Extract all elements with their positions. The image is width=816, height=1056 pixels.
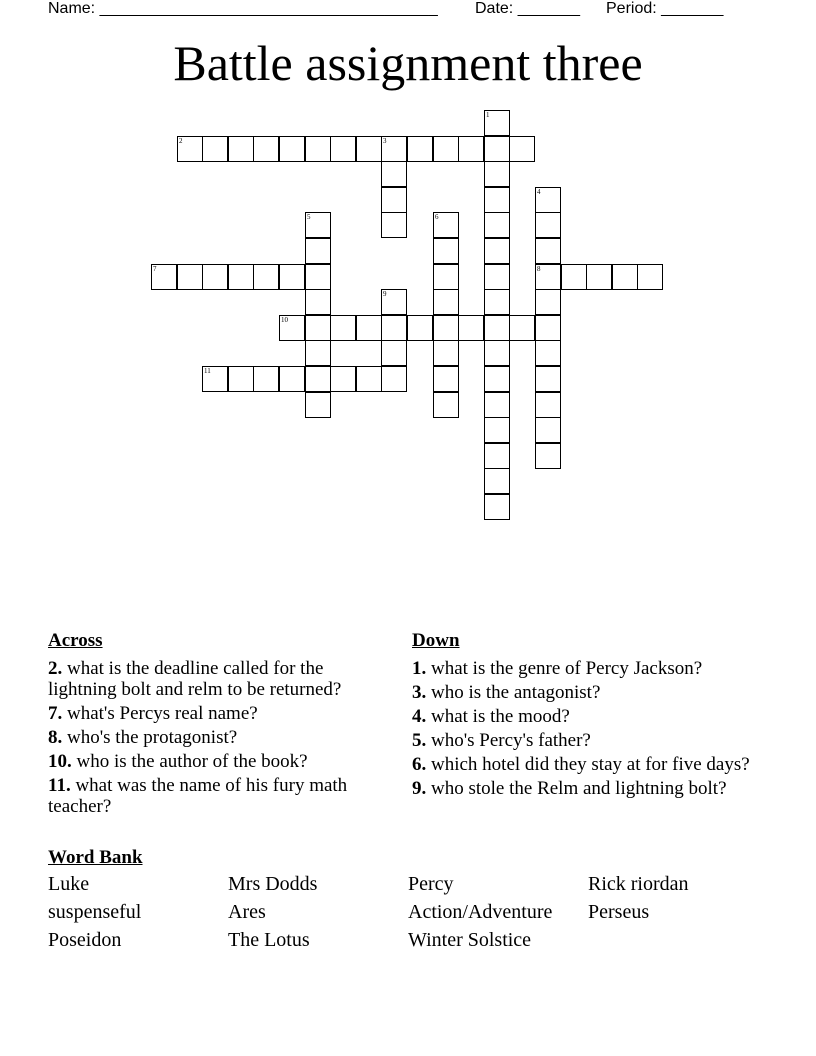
- down-clues: [412, 630, 757, 802]
- crossword-cell[interactable]: [561, 264, 587, 290]
- crossword-cell[interactable]: [484, 110, 510, 136]
- crossword-cell[interactable]: [535, 443, 561, 469]
- crossword-cell[interactable]: [433, 238, 459, 264]
- crossword-cell[interactable]: [535, 238, 561, 264]
- crossword-cell[interactable]: [305, 392, 331, 418]
- down-clue: 1. what is the genre of Percy Jackson?: [412, 658, 703, 679]
- clue-number: 7: [153, 265, 157, 273]
- down-clue: 3. who is the antagonist?: [412, 682, 601, 703]
- word-bank-item: Rick riordan: [588, 873, 689, 895]
- crossword-cell[interactable]: [484, 417, 510, 443]
- crossword-cell[interactable]: [407, 315, 433, 341]
- crossword-cell[interactable]: [381, 212, 407, 238]
- crossword-cell[interactable]: [407, 136, 433, 162]
- word-bank-item: suspenseful: [48, 901, 142, 923]
- crossword-cell[interactable]: [535, 289, 561, 315]
- word-bank-item: Mrs Dodds: [228, 873, 318, 895]
- down-heading: Down: [412, 630, 460, 651]
- clue-number: 3: [383, 137, 387, 145]
- crossword-cell[interactable]: [330, 315, 356, 341]
- crossword-cell[interactable]: [202, 264, 228, 290]
- crossword-cell[interactable]: [484, 315, 510, 341]
- crossword-cell[interactable]: [305, 136, 331, 162]
- crossword-cell[interactable]: [535, 340, 561, 366]
- crossword-cell[interactable]: [535, 417, 561, 443]
- crossword-cell[interactable]: [612, 264, 638, 290]
- across-clues: [48, 630, 393, 820]
- crossword-cell[interactable]: [177, 264, 203, 290]
- crossword-cell[interactable]: [484, 212, 510, 238]
- clue-number: 9: [383, 290, 387, 298]
- crossword-cell[interactable]: [279, 366, 305, 392]
- across-clue: 8. who's the protagonist?: [48, 727, 238, 748]
- crossword-cell[interactable]: [484, 468, 510, 494]
- crossword-cell[interactable]: [509, 315, 535, 341]
- clue-number: 1: [486, 111, 490, 119]
- crossword-cell[interactable]: [484, 340, 510, 366]
- crossword-cell[interactable]: [458, 315, 484, 341]
- clue-number: 10: [281, 316, 288, 324]
- crossword-cell[interactable]: [586, 264, 612, 290]
- crossword-cell[interactable]: [433, 212, 459, 238]
- across-clue: 11. what was the name of his fury math teacher?: [48, 775, 348, 817]
- crossword-cell[interactable]: [381, 315, 407, 341]
- word-bank-item: The Lotus: [228, 929, 310, 951]
- crossword-cell[interactable]: [151, 264, 177, 290]
- crossword-cell[interactable]: [433, 392, 459, 418]
- crossword-cell[interactable]: [484, 366, 510, 392]
- crossword-cell[interactable]: [433, 289, 459, 315]
- crossword-cell[interactable]: [484, 264, 510, 290]
- word-bank-item: Action/Adventure: [408, 901, 553, 923]
- crossword-cell[interactable]: [535, 366, 561, 392]
- crossword-cell[interactable]: [433, 315, 459, 341]
- name-field[interactable]: Name: ______________________________________: [48, 0, 438, 17]
- crossword-cell[interactable]: [305, 264, 331, 290]
- crossword-cell[interactable]: [253, 264, 279, 290]
- crossword-cell[interactable]: [433, 136, 459, 162]
- crossword-cell[interactable]: [433, 366, 459, 392]
- clue-number: 2: [179, 137, 183, 145]
- down-clue: 6. which hotel did they stay at for five days?: [412, 754, 750, 775]
- crossword-cell[interactable]: [305, 238, 331, 264]
- crossword-cell[interactable]: [330, 136, 356, 162]
- period-field[interactable]: Period: _______: [606, 0, 724, 17]
- word-bank-item: Perseus: [588, 901, 650, 923]
- crossword-cell[interactable]: [253, 366, 279, 392]
- crossword-cell[interactable]: [535, 212, 561, 238]
- crossword-cell[interactable]: [484, 392, 510, 418]
- crossword-cell[interactable]: [381, 187, 407, 213]
- page-title: Battle assignment three: [173, 35, 643, 91]
- crossword-cell[interactable]: [228, 264, 254, 290]
- clue-number: 8: [537, 265, 541, 273]
- word-bank-heading: Word Bank: [48, 847, 143, 868]
- crossword-cell[interactable]: [381, 136, 407, 162]
- crossword-cell[interactable]: [381, 340, 407, 366]
- clue-number: 4: [537, 188, 541, 196]
- down-clue: 4. what is the mood?: [412, 706, 570, 727]
- word-bank-item: Luke: [48, 873, 90, 895]
- crossword-cell[interactable]: [305, 212, 331, 238]
- crossword-cell[interactable]: [253, 136, 279, 162]
- crossword-cell[interactable]: [381, 161, 407, 187]
- across-clue: 7. what's Percys real name?: [48, 703, 258, 724]
- date-field[interactable]: Date: _______: [475, 0, 580, 17]
- crossword-cell[interactable]: [356, 315, 382, 341]
- crossword-cell[interactable]: [433, 340, 459, 366]
- crossword-cell[interactable]: [484, 494, 510, 520]
- crossword-cell[interactable]: [228, 366, 254, 392]
- crossword-cell[interactable]: [484, 187, 510, 213]
- crossword-cell[interactable]: [356, 366, 382, 392]
- crossword-cell[interactable]: [484, 238, 510, 264]
- word-bank-item: Ares: [228, 901, 266, 923]
- crossword-cell[interactable]: [279, 315, 305, 341]
- crossword-cell[interactable]: [433, 264, 459, 290]
- clue-number: 11: [204, 367, 211, 375]
- crossword-cell[interactable]: [305, 366, 331, 392]
- across-clue: 2. what is the deadline called for the lightning bolt and relm to be returned?: [48, 658, 342, 700]
- crossword-cell[interactable]: [535, 264, 561, 290]
- word-bank-item: Percy: [408, 873, 454, 895]
- crossword-cell[interactable]: [381, 289, 407, 315]
- across-clue: 10. who is the author of the book?: [48, 751, 308, 772]
- crossword-cell[interactable]: [637, 264, 663, 290]
- crossword-cell[interactable]: [535, 187, 561, 213]
- crossword-cell[interactable]: [279, 264, 305, 290]
- student-info-header: [48, 0, 748, 20]
- word-bank-item: Winter Solstice: [408, 929, 532, 951]
- crossword-cell[interactable]: [356, 136, 382, 162]
- crossword-cell[interactable]: [535, 315, 561, 341]
- crossword-cell[interactable]: [305, 289, 331, 315]
- word-bank-item: Poseidon: [48, 929, 122, 951]
- crossword-cell[interactable]: [202, 366, 228, 392]
- crossword-cell[interactable]: [484, 161, 510, 187]
- crossword-cell[interactable]: [279, 136, 305, 162]
- crossword-cell[interactable]: [330, 366, 356, 392]
- crossword-cell[interactable]: [305, 340, 331, 366]
- crossword-cell[interactable]: [177, 136, 203, 162]
- crossword-cell[interactable]: [202, 136, 228, 162]
- across-heading: Across: [48, 630, 103, 651]
- crossword-cell[interactable]: [458, 136, 484, 162]
- crossword-cell[interactable]: [305, 315, 331, 341]
- crossword-cell[interactable]: [228, 136, 254, 162]
- crossword-cell[interactable]: [484, 289, 510, 315]
- down-clue: 9. who stole the Relm and lightning bolt?: [412, 778, 727, 799]
- clue-number: 5: [307, 213, 311, 221]
- down-clue: 5. who's Percy's father?: [412, 730, 591, 751]
- crossword-cell[interactable]: [509, 136, 535, 162]
- crossword-cell[interactable]: [484, 443, 510, 469]
- crossword-cell[interactable]: [535, 392, 561, 418]
- word-bank: [48, 873, 768, 951]
- crossword-cell[interactable]: [381, 366, 407, 392]
- crossword-cell[interactable]: [484, 136, 510, 162]
- clue-number: 6: [435, 213, 439, 221]
